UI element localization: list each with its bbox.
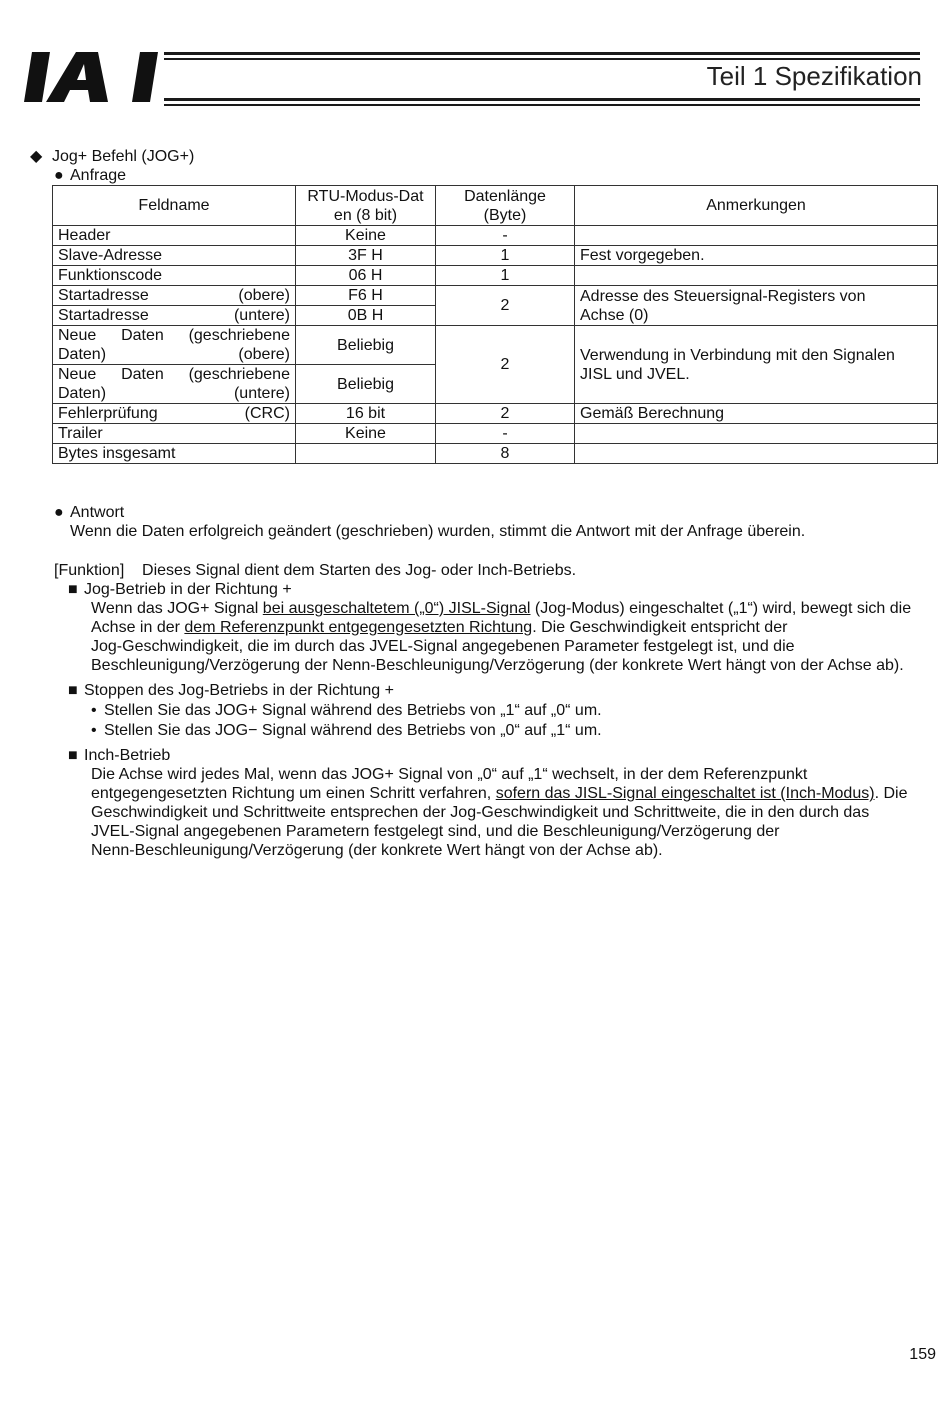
table-row: Header Keine -: [53, 226, 938, 246]
table-header-row: [53, 186, 938, 226]
request-label: ● Anfrage: [54, 167, 127, 184]
inch-paragraph-line: JVEL-Signal angegebenen Parametern festgelegt sind, und die Beschleunigung/Verzögerung der: [91, 823, 780, 840]
square-bullet-icon: ■: [68, 682, 78, 699]
col-header-remarks: Anmerkungen: [575, 186, 938, 226]
dot-bullet-icon: •: [91, 702, 97, 719]
stop-heading: ■ Stoppen des Jog-Betriebs in der Richtung +: [68, 682, 394, 699]
col-header-length: Datenlänge (Byte): [436, 186, 575, 226]
jog-heading: ■ Jog-Betrieb in der Richtung +: [68, 581, 292, 598]
section-heading: ◆ Jog+ Befehl (JOG+): [30, 148, 195, 165]
header-rule: [164, 58, 920, 60]
stop-bullet: • Stellen Sie das JOG+ Signal während des Betriebs von „1“ auf „0“ um.: [91, 702, 602, 719]
table-row: Startadresse (obere) F6 H 2 Adresse des Steuersignal-Registers von Achse (0): [53, 286, 938, 306]
table-row: Fehlerprüfung (CRC) 16 bit 2 Gemäß Berechnung: [53, 404, 938, 424]
response-text: Wenn die Daten erfolgreich geändert (geschrieben) wurden, stimmt die Antwort mit der Anfrage überein.: [70, 523, 806, 540]
table-row: Startadresse (untere) 0B H: [53, 306, 938, 326]
table-row: Slave-Adresse 3F H 1 Fest vorgegeben.: [53, 246, 938, 266]
header-rule: [164, 104, 920, 106]
inch-paragraph-line: Nenn-Beschleunigung/Verzögerung (der konkrete Wert hängt von der Achse ab).: [91, 842, 663, 859]
chapter-title: Teil 1 Spezifikation: [706, 61, 922, 91]
iai-logo: [24, 52, 164, 104]
inch-paragraph-line: Die Achse wird jedes Mal, wenn das JOG+ Signal von „0“ auf „1“ wechselt, in der dem Referenzpunkt: [91, 766, 808, 783]
jog-paragraph-line: Beschleunigung/Verzögerung der Nenn-Beschleunigung/Verzögerung (der konkrete Wert hängt von der Achse ab).: [91, 657, 904, 674]
inch-heading: ■ Inch-Betrieb: [68, 747, 171, 764]
request-table: [52, 185, 938, 464]
function-intro: [Funktion] Dieses Signal dient dem Starten des Jog- oder Inch-Betriebs.: [54, 562, 577, 579]
jog-paragraph-line: Jog-Geschwindigkeit, die im durch das JVEL-Signal angegebenen Parameter festgelegt ist, und die: [91, 638, 795, 655]
table-row: Funktionscode 06 H 1: [53, 266, 938, 286]
jog-paragraph-line: Wenn das JOG+ Signal bei ausgeschaltetem („0“) JISL-Signal (Jog-Modus) eingeschaltet („1“) wird, bewegt sich die: [91, 600, 912, 617]
table-row: Trailer Keine -: [53, 424, 938, 444]
inch-paragraph-line: Geschwindigkeit und Schrittweite entsprechen der Jog-Geschwindigkeit und Schrittweite, die in den durch das: [91, 804, 870, 821]
jog-paragraph-line: Achse in der dem Referenzpunkt entgegengesetzten Richtung. Die Geschwindigkeit entspricht der: [91, 619, 788, 636]
table-row: Neue Daten (geschriebene Daten) (obere) Beliebig 2 Verwendung in Verbindung mit den Signalen JISL und JVEL.: [53, 326, 938, 365]
page-number: 159: [909, 1346, 936, 1363]
diamond-bullet-icon: ◆: [30, 148, 43, 165]
response-label: ● Antwort: [54, 504, 125, 521]
square-bullet-icon: ■: [68, 581, 78, 598]
table-row: Bytes insgesamt 8: [53, 444, 938, 464]
header-rule: [164, 52, 920, 55]
header-rule: [164, 98, 920, 101]
col-header-field: Feldname: [53, 186, 296, 226]
dot-bullet-icon: •: [91, 722, 97, 739]
round-bullet-icon: ●: [54, 504, 64, 521]
stop-bullet: • Stellen Sie das JOG− Signal während des Betriebs von „0“ auf „1“ um.: [91, 722, 602, 739]
table-row: Neue Daten (geschriebene Daten) (untere) Beliebig: [53, 365, 938, 404]
inch-paragraph-line: entgegengesetzten Richtung um einen Schritt verfahren, sofern das JISL-Signal eingeschaltet ist (Inch-Modus). Die: [91, 785, 908, 802]
square-bullet-icon: ■: [68, 747, 78, 764]
col-header-rtu: RTU-Modus-Dat en (8 bit): [296, 186, 436, 226]
round-bullet-icon: ●: [54, 167, 64, 184]
